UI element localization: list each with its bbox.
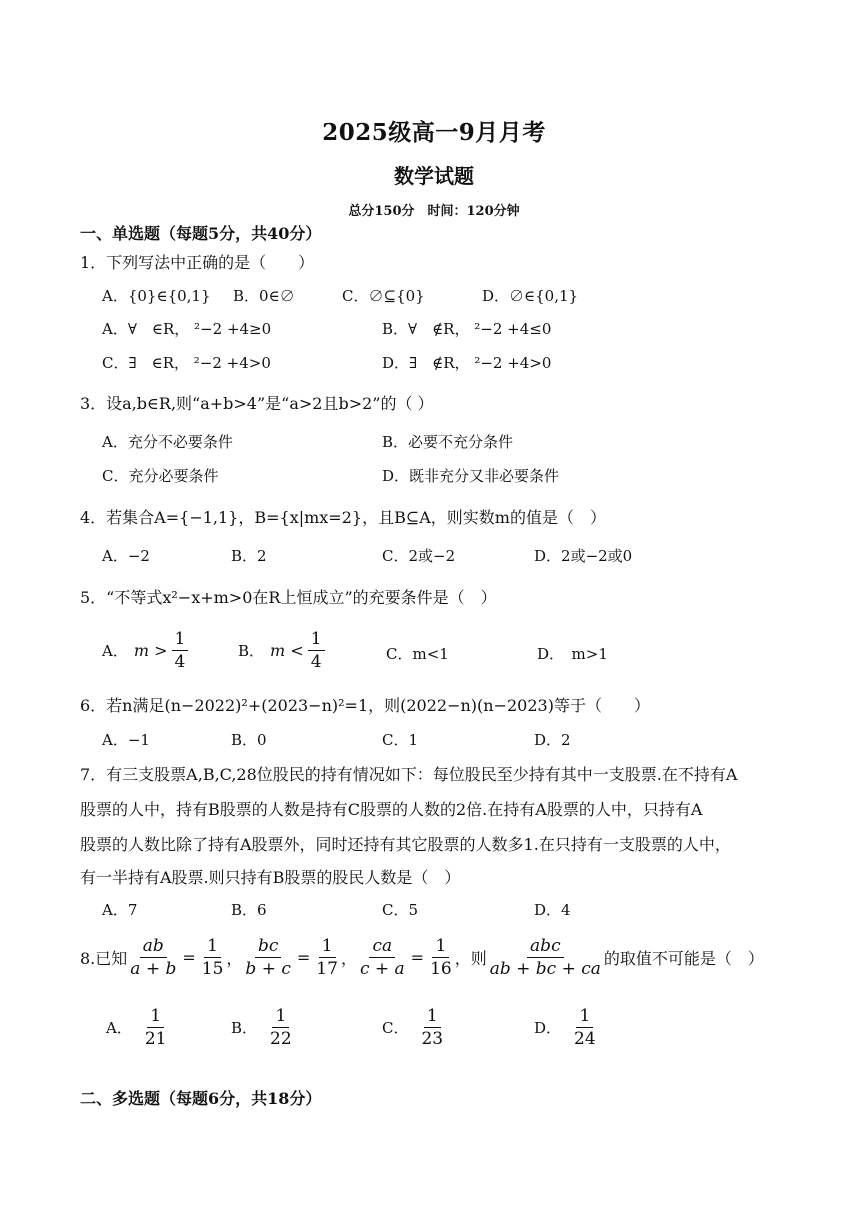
- option-label: A．: [106, 1019, 132, 1038]
- question-4-option-d: D．2或−2或0: [534, 547, 633, 565]
- fraction-ca: [357, 936, 408, 980]
- fraction-denominator: ab + bc + ca: [489, 959, 601, 980]
- question-7-option-a: A．7: [102, 901, 138, 919]
- fraction-denominator: 4: [174, 652, 186, 673]
- question-5-option-b: [238, 629, 325, 673]
- fraction-denominator: b + c: [245, 959, 291, 980]
- question-7-option-d: D．4: [534, 901, 571, 919]
- question-3-option-c: C．充分必要条件: [102, 467, 219, 485]
- option-label: B．: [231, 1019, 258, 1038]
- question-2-option-b: B．∀ ∉R， ²−2 +4≤0: [382, 320, 552, 338]
- fraction-denominator: 16: [430, 959, 452, 980]
- section-heading-single-choice: 一、单选题（每题5分，共40分）: [80, 224, 322, 243]
- question-2-option-a: A．∀ ∈R， ²−2 +4≥0: [102, 320, 272, 338]
- section-heading-multiple-choice: 二、多选题（每题6分，共18分）: [80, 1089, 322, 1108]
- fraction-denominator: 24: [574, 1029, 596, 1050]
- fraction-value: [199, 936, 227, 980]
- fraction-numerator: 1: [308, 629, 325, 651]
- page-title: 2025级高一9月月考: [322, 119, 546, 146]
- question-5-option-a: [102, 629, 188, 673]
- equals-sign: =: [410, 948, 425, 968]
- option-label: D．: [534, 1019, 562, 1038]
- fraction-denominator: 21: [144, 1029, 167, 1050]
- fraction-one-quarter: [308, 629, 325, 673]
- question-5-option-c: C．m<1: [386, 645, 449, 663]
- fraction-denominator: 23: [421, 1029, 444, 1050]
- question-8-option-b: [231, 1006, 295, 1050]
- fraction-denominator: 17: [316, 959, 338, 980]
- question-8-stem: [80, 936, 764, 980]
- question-8-prefix: 8.已知: [80, 949, 128, 969]
- fraction-denominator: 4: [310, 652, 322, 673]
- fraction-numerator: abc: [527, 936, 564, 958]
- question-4-stem: 4．若集合A={−1,1}，B={x|mx=2}，且B⊆A，则实数m的值是（ ）: [80, 508, 606, 527]
- question-8-option-a: [106, 1006, 169, 1050]
- fraction-ab: [127, 936, 179, 980]
- question-6-option-d: D．2: [534, 731, 571, 749]
- question-1-option-b: B．0∈∅: [233, 287, 295, 305]
- question-5-option-d: D． m>1: [537, 645, 608, 663]
- fraction-denominator: 22: [270, 1029, 292, 1050]
- fraction-denominator: c + a: [359, 959, 405, 980]
- question-3-option-d: D．既非充分又非必要条件: [382, 467, 560, 485]
- question-6-stem: 6．若n满足(n−2022)²+(2023−n)²=1，则(2022−n)(n−2023)等于（ ）: [80, 696, 650, 715]
- fraction-bc: [242, 936, 293, 980]
- fraction-numerator: 1: [576, 1006, 593, 1028]
- fraction-numerator: 1: [172, 629, 189, 651]
- equals-sign: =: [182, 948, 196, 968]
- question-7-line-4: 有一半持有A股票.则只持有B股票的股民人数是（ ）: [80, 868, 461, 887]
- fraction-numerator: 1: [424, 1006, 441, 1028]
- fraction-numerator: 1: [319, 936, 336, 958]
- question-8-mid: ，则: [454, 949, 487, 969]
- question-4-option-b: B．2: [231, 547, 267, 565]
- question-1-option-c: C．∅⊆{0}: [342, 287, 425, 305]
- question-8-option-c: [382, 1006, 446, 1050]
- equals-sign: =: [296, 948, 311, 968]
- option-label: B．: [238, 642, 265, 661]
- fraction-numerator: 1: [432, 936, 449, 958]
- fraction-numerator: ca: [369, 936, 395, 958]
- fraction-abc: [487, 936, 604, 980]
- fraction-value: [313, 936, 341, 980]
- question-2-option-d: D．∃ ∉R， ²−2 +4>0: [382, 354, 552, 372]
- page-subtitle: 数学试题: [394, 164, 474, 188]
- question-7-option-b: B．6: [231, 901, 267, 919]
- comma: ，: [226, 949, 243, 969]
- question-3-stem: 3．设a,b∈R,则“a+b>4”是“a>2且b>2”的（ ）: [80, 394, 434, 413]
- comma: ，: [340, 949, 357, 969]
- question-6-option-a: A．−1: [102, 731, 150, 749]
- fraction-value: [427, 936, 455, 980]
- fraction-numerator: 1: [272, 1006, 289, 1028]
- option-fraction: [418, 1006, 446, 1050]
- fraction-numerator: 1: [204, 936, 221, 958]
- question-8-suffix: 的取值不可能是（ ）: [603, 949, 764, 969]
- question-5-stem: 5．“不等式x²−x+m>0在R上恒成立”的充要条件是（ ）: [80, 588, 497, 607]
- fraction-numerator: 1: [147, 1006, 164, 1028]
- fraction-denominator: a + b: [130, 959, 177, 980]
- question-7-option-c: C．5: [382, 901, 419, 919]
- option-label: A．: [102, 642, 128, 661]
- option-inequality: m >: [133, 641, 168, 661]
- question-1-stem: 1．下列写法中正确的是（ ）: [80, 253, 315, 272]
- option-fraction: [571, 1006, 599, 1050]
- question-4-option-a: A．−2: [102, 547, 150, 565]
- fraction-one-quarter: [172, 629, 189, 673]
- question-4-option-c: C．2或−2: [382, 547, 456, 565]
- question-6-option-c: C．1: [382, 731, 419, 749]
- question-8-option-d: [534, 1006, 599, 1050]
- option-fraction: [142, 1006, 170, 1050]
- option-inequality: m <: [270, 641, 304, 661]
- question-3-option-a: A．充分不必要条件: [102, 433, 233, 451]
- question-3-option-b: B．必要不充分条件: [382, 433, 514, 451]
- exam-meta: 总分150分 时间：120分钟: [348, 204, 520, 219]
- option-label: C．: [382, 1019, 409, 1038]
- question-1-option-a: A．{0}∈{0,1}: [102, 287, 211, 305]
- question-1-option-d: D．∅∈{0,1}: [482, 287, 579, 305]
- question-2-option-c: C．∃ ∈R， ²−2 +4>0: [102, 354, 271, 372]
- question-7-line-2: 股票的人中，持有B股票的人数是持有C股票的人数的2倍.在持有A股票的人中，只持有A: [80, 800, 703, 819]
- question-7-line-3: 股票的人数比除了持有A股票外，同时还持有其它股票的人数多1.在只持有一支股票的人中，: [80, 835, 731, 854]
- fraction-numerator: bc: [255, 936, 281, 958]
- option-fraction: [267, 1006, 295, 1050]
- question-6-option-b: B．0: [231, 731, 267, 749]
- fraction-numerator: ab: [140, 936, 167, 958]
- question-7-line-1: 7．有三支股票A,B,C,28位股民的持有情况如下：每位股民至少持有其中一支股票.在不持有A: [80, 765, 738, 784]
- fraction-denominator: 15: [201, 959, 224, 980]
